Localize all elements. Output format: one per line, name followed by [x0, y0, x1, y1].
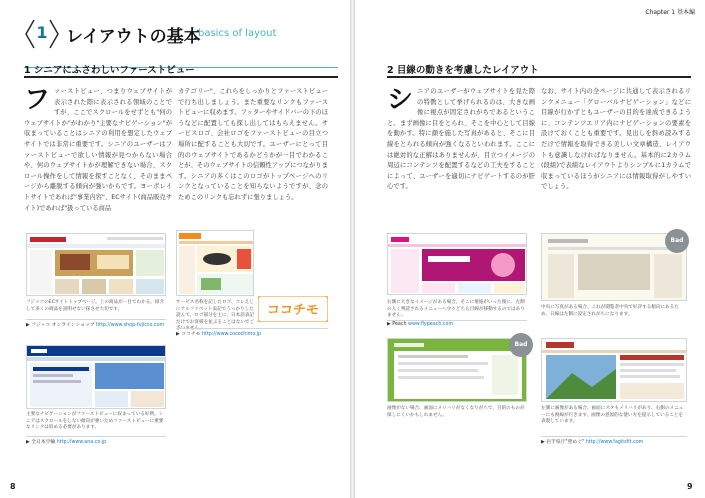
- source-url-7[interactable]: http://www.fagitsfit.com: [585, 440, 644, 445]
- chapter-title: [24, 18, 338, 50]
- svg-text:ココチモ: ココチモ: [266, 303, 320, 318]
- source-name-2: ココチモ: [181, 332, 201, 337]
- ana-site-thumbnail: [27, 346, 166, 409]
- title-number: 1: [36, 23, 48, 42]
- arrow-icon: ▶: [176, 332, 182, 337]
- arrow-icon: ▶: [26, 440, 32, 445]
- arrow-icon: ▶: [387, 322, 393, 327]
- drop-cap-2: シ: [387, 85, 414, 115]
- source-name-3: 全日本空輸: [31, 440, 56, 445]
- right-page: [355, 0, 705, 498]
- arrow-icon: ▶: [26, 323, 32, 328]
- figure-caption-6: 画像がない場合、画面にメリハリがなくなりがちで、目的のものが探しにくいかもしれません。: [387, 406, 525, 418]
- fujicco-site-thumbnail: [27, 234, 166, 296]
- cocochimo-logo: [258, 296, 328, 322]
- body-column-3: [387, 87, 535, 193]
- screenshot-cocochimo: [176, 230, 254, 296]
- cocochimo-site-thumbnail: [177, 231, 254, 296]
- figure-caption-7: 左側に画像がある場合、画面にスタもメリハリがあり、右側のメニューにも視線が行きます。画像の意図的な使い方を提示していることを表現しています。: [541, 406, 684, 425]
- wireframe-thumbnail-2: [388, 339, 527, 402]
- body-text-1: ァーストビュー、つまりウェブサイトが表示された際に表示される領域のことですが、ここでスクロールをせずとも"何のウェブサイトか"がわかり"主要なナビゲーション"が収まっていることはシニアの利用を想定したウェブサイトでは非常に重要です。シニアのユーザーはファーストビューで欲しい情報が見つからない場合や、何のウェブサイトかが理解できない場合、スクロール操作をして情報を探すことなく、そのままページから離脱する傾向が強いからです。ヨーボレイトサイトであれば"事業内容"、ECサイト(商品販売サイト)であれば"扱っている商品: [24, 88, 172, 212]
- source-name-7: 岩手県庁"豊めぐ": [546, 440, 585, 445]
- figure-source-2: [176, 328, 328, 337]
- body-text-3: ニアのユーザーがウェブサイトを見た際の特徴として挙げられるのは、大きな画像に視点が固定されがちであるということ。まず画像に目をとられ、そこを中心として目線を動かす。特に顔を施した写真があると、そこに目線をとられる傾向が強くなるといわれます。ここには絶対的な正解はありませんが、目立つイメージの周辺にコンテンツを配置するなどの工夫をすることによって、ユーザーを適切にナビゲートするのが肝心です。: [387, 88, 535, 191]
- figure-caption-1: フジッコのECサイトトップページ。上の商品が一目でわかる。紹介して多くの商品を説明せない探させ大切です。: [26, 300, 165, 312]
- arrow-icon: ▶: [541, 440, 547, 445]
- source-url-3[interactable]: http://www.ana.co.jp: [56, 440, 107, 445]
- title-number-badge: [24, 18, 60, 50]
- wireframe-no-image: [387, 338, 527, 402]
- screenshot-iwate: [541, 338, 687, 402]
- page-subtitle: basics of layout: [198, 28, 277, 39]
- figure-caption-3: 主要なナビゲーションがファーストビューに収まっている好例。シニアはスクロールをしない傾向が強いためファーストビューに重要なリンクは収める必要があります。: [26, 412, 164, 431]
- cocochimo-logo-icon: [258, 296, 328, 322]
- figure-source-1: [26, 319, 166, 328]
- section-heading-1: 1 シニアにふさわしいファーストビュー: [24, 62, 338, 78]
- section-heading-2: 2 目線の動きを考慮したレイアウト: [387, 62, 691, 78]
- source-name-4: Peach: [392, 322, 407, 327]
- bad-badge-1: Bad: [665, 229, 689, 253]
- figure-caption-5: 中央に写真がある場合、これが閲覧者中央で好評する傾向にあるため、日線は左側に設定されがちになります。: [541, 305, 679, 317]
- bad-badge-2: Bad: [509, 333, 533, 357]
- figure-caption-4: 右側に大きなイメージがある場合、そこに情報がいった後に、左側の人く判読されるメニューへ少々どちら目線が移動するのではありません。: [387, 300, 525, 319]
- page-number-right: 9: [687, 482, 693, 491]
- screenshot-ana: [26, 345, 166, 409]
- figure-source-7: [541, 436, 687, 445]
- left-page: [0, 0, 350, 498]
- body-column-4: なお、サイト内の全ページに共通して表示されるリンクメニュー「グローバルナビゲーション」などに目線が行かずともユーザーの目的を達成できるように、コンテンツエリア内にナビゲーションの要素を設けておくことも重要です。見出しを斜め読みするだけで情報を取得できる美しい文章構造、レイアウトも意識しなければなりません。基本的に2カラム(段組)で表組なレイアウトよりシンプルに1カラムで収まっているほうがシニアには情報取得がしやすいでしょう。: [541, 88, 691, 191]
- body-column-2: カテゴリー"、これらをしっかりとファーストビューで行ち出しましょう。また重要なリンクもファーストビューに収めます。フッターやサイドバーの下のほうなどに配置しても探し出してはもらえません。サービスロゴ、会社ロゴをファーストビューの目立つ場所に配することも大切です。ユーザーにとって目的のウェブサイトであるかどうかが一目でわかることが、そのウェブサイトの信頼性アップにつながります。シニアの多くはこのロゴがトップページへのリンクとなっていることを知らないようですが、念のためこのリンクも忘れずに張りましょう。: [178, 88, 328, 201]
- source-url-4[interactable]: www.flypeach.com: [408, 322, 454, 327]
- body-column-1: [24, 87, 172, 214]
- figure-caption-2: サービス名称を記したロゴ、コレえじにアルファベット表記でうっかりした読んで、ロゴ部分を主に、日本語表記だけでお客様を並ぶることはないでございません。: [176, 300, 255, 332]
- page-title: レイアウトの基本: [66, 27, 201, 47]
- drop-cap: フ: [24, 85, 51, 115]
- screenshot-peach: [387, 233, 527, 295]
- screenshot-fujicco: [26, 233, 166, 296]
- chapter-label: Chapter 1 基本編: [645, 9, 695, 16]
- source-url-1[interactable]: http://www.shop-fujicco.com: [96, 323, 165, 328]
- peach-site-thumbnail: [388, 234, 527, 295]
- figure-source-3: [26, 436, 166, 445]
- iwate-site-thumbnail: [542, 339, 687, 402]
- source-url-2[interactable]: http://www.cocochimo.jp: [201, 332, 262, 337]
- source-name-1: フジッコ オンラインショップ: [31, 323, 95, 328]
- figure-source-4: [387, 320, 527, 327]
- page-number-left: 8: [10, 482, 16, 491]
